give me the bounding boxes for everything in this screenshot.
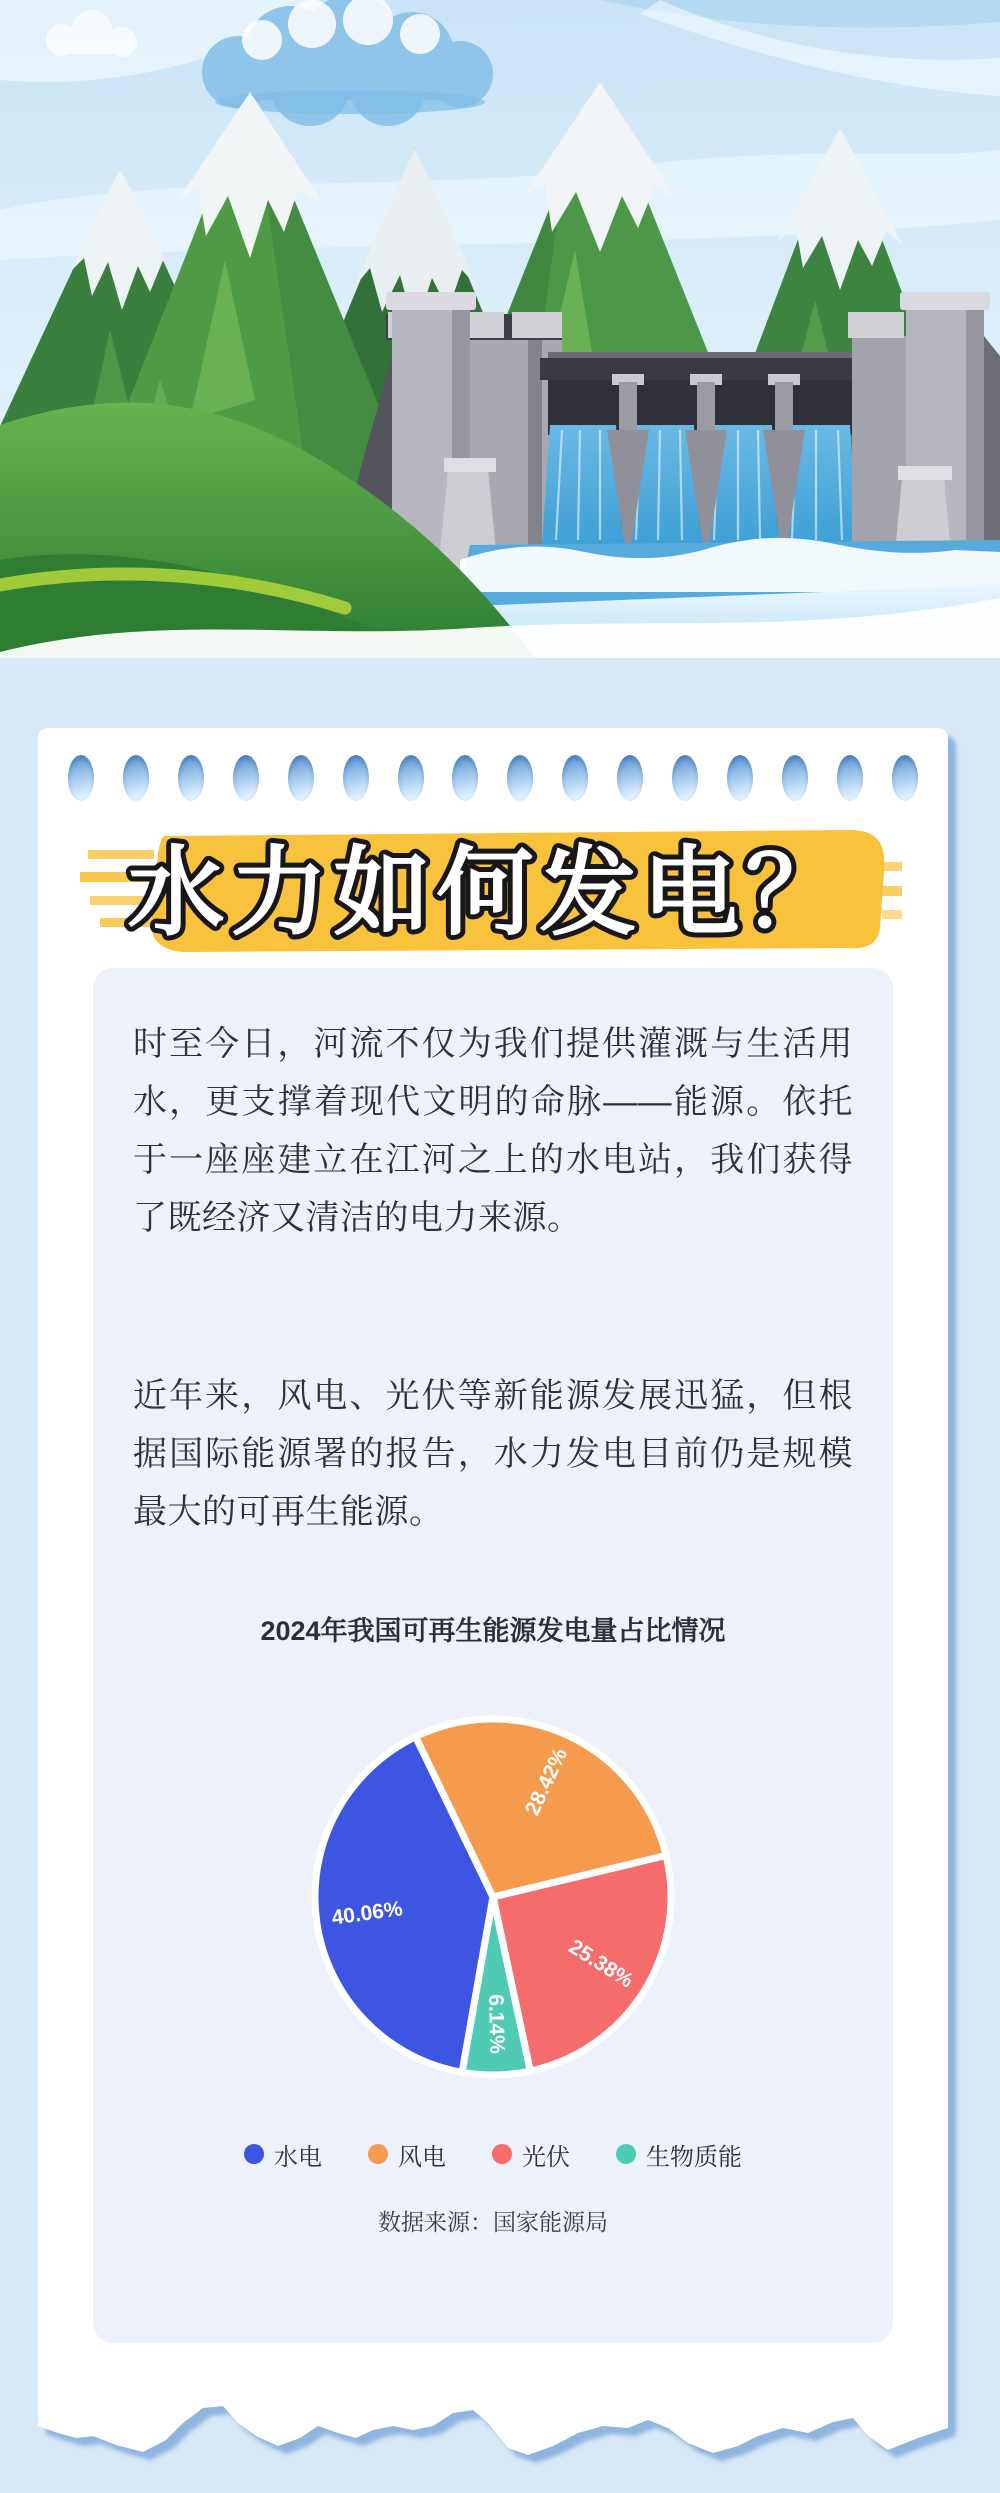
torn-paper-edge [38,2400,948,2462]
binder-hole [452,755,478,801]
legend-item-光伏 [492,2137,570,2172]
binder-hole [68,755,94,801]
chart-legend [133,2139,853,2169]
legend-label: 生物质能 [646,2143,742,2171]
binder-hole [233,755,259,801]
chart-title: 2024年我国可再生能源发电量占比情况 [260,1616,726,1646]
legend-label: 光伏 [522,2143,570,2171]
page-title: 水力如何发电？ [127,838,849,947]
paper-card [38,728,948,2462]
binder-hole [123,755,149,801]
binder-hole [617,755,643,801]
binder-hole [507,755,533,801]
legend-dot [368,2144,388,2164]
pie-chart [133,1697,853,2097]
binder-hole [672,755,698,801]
legend-item-风电 [368,2137,446,2172]
paragraph-1: 时至今日，河流不仅为我们提供灌溉与生活用水，更支撑着现代文明的命脉——能源。依托于一座座建立在江河之上的水电站，我们获得了既经济又清洁的电力来源。 [133,1025,853,1237]
pie-label-水电: 40.06% [330,1897,404,1930]
binder-hole [562,755,588,801]
legend-dot [492,2144,512,2164]
binder-hole [398,755,424,801]
legend-dot [244,2144,264,2164]
hero-illustration [0,0,1000,658]
binder-holes [68,755,918,801]
legend-item-水电 [244,2137,322,2172]
pie-label-风电: 28.42% [520,1744,573,1819]
pie-label-生物质能: 6.14% [484,1993,509,2054]
binder-hole [343,755,369,801]
binder-hole [288,755,314,801]
paragraph-2: 近年来，风电、光伏等新能源发展迅猛，但根据国际能源署的报告，水力发电目前仍是规模最大的可再生能源。 [133,1377,853,1531]
binder-hole [837,755,863,801]
paper-card-body [38,728,948,2400]
legend-dot [616,2144,636,2164]
binder-hole [892,755,918,801]
binder-hole [178,755,204,801]
pie-label-光伏: 25.38% [564,1935,638,1993]
binder-hole [727,755,753,801]
data-source: 数据来源：国家能源局 [378,2209,608,2235]
legend-label: 风电 [398,2143,446,2171]
legend-label: 水电 [274,2143,322,2171]
binder-hole [782,755,808,801]
legend-item-生物质能 [616,2137,742,2172]
page-title-block [74,810,902,966]
content-panel [93,968,893,2343]
